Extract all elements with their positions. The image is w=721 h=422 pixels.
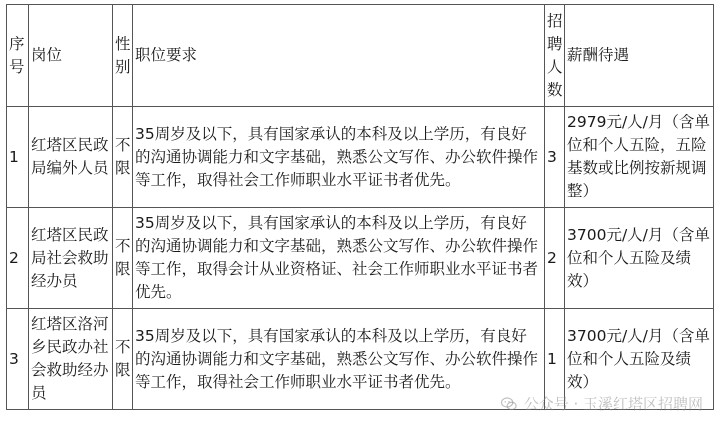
- cell-no: 2: [7, 208, 29, 309]
- cell-count: 3: [545, 107, 565, 208]
- wechat-icon: [500, 395, 518, 413]
- header-no: 序号: [7, 5, 29, 107]
- cell-salary: 3700元/人/月（含单位和个人五险及绩效）: [565, 208, 714, 309]
- cell-position: 红塔区民政局编外人员: [29, 107, 113, 208]
- cell-count: 1: [545, 309, 565, 410]
- cell-gender: 不限: [113, 208, 133, 309]
- cell-requirements: 35周岁及以下，具有国家承认的本科及以上学历，有良好的沟通协调能力和文字基础，熟悉公文写作、办公软件操作等工作，取得会计从业资格证、社会工作师职业水平证书者优先。: [133, 208, 545, 309]
- recruitment-table: [6, 4, 714, 410]
- header-requirements: 职位要求: [133, 5, 545, 107]
- header-position: 岗位: [29, 5, 113, 107]
- cell-gender: 不限: [113, 309, 133, 410]
- cell-gender: 不限: [113, 107, 133, 208]
- cell-no: 1: [7, 107, 29, 208]
- table-header-row: [7, 5, 714, 107]
- cell-no: 3: [7, 309, 29, 410]
- header-gender: 性别: [113, 5, 133, 107]
- cell-count: 2: [545, 208, 565, 309]
- cell-requirements: 35周岁及以下，具有国家承认的本科及以上学历，有良好的沟通协调能力和文字基础，熟悉公文写作、办公软件操作等工作，取得社会工作师职业水平证书者优先。: [133, 107, 545, 208]
- table-row: [7, 107, 714, 208]
- watermark: [500, 393, 703, 414]
- table-row: [7, 208, 714, 309]
- header-count: 招聘人数: [545, 5, 565, 107]
- cell-salary: 3700元/人/月（含单位和个人五险及绩效）: [565, 309, 714, 410]
- cell-requirements: 35周岁及以下，具有国家承认的本科及以上学历，有良好的沟通协调能力和文字基础，熟悉公文写作、办公软件操作等工作，取得社会工作师职业水平证书者优先。: [133, 309, 545, 410]
- cell-salary: 2979元/人/月（含单位和个人五险，五险基数或比例按新规调整）: [565, 107, 714, 208]
- watermark-text: 公众号 · 玉溪红塔区招聘网: [523, 395, 703, 413]
- cell-position: 红塔区洛河乡民政办社会救助经办员: [29, 309, 113, 410]
- cell-position: 红塔区民政局社会救助经办员: [29, 208, 113, 309]
- header-salary: 薪酬待遇: [565, 5, 714, 107]
